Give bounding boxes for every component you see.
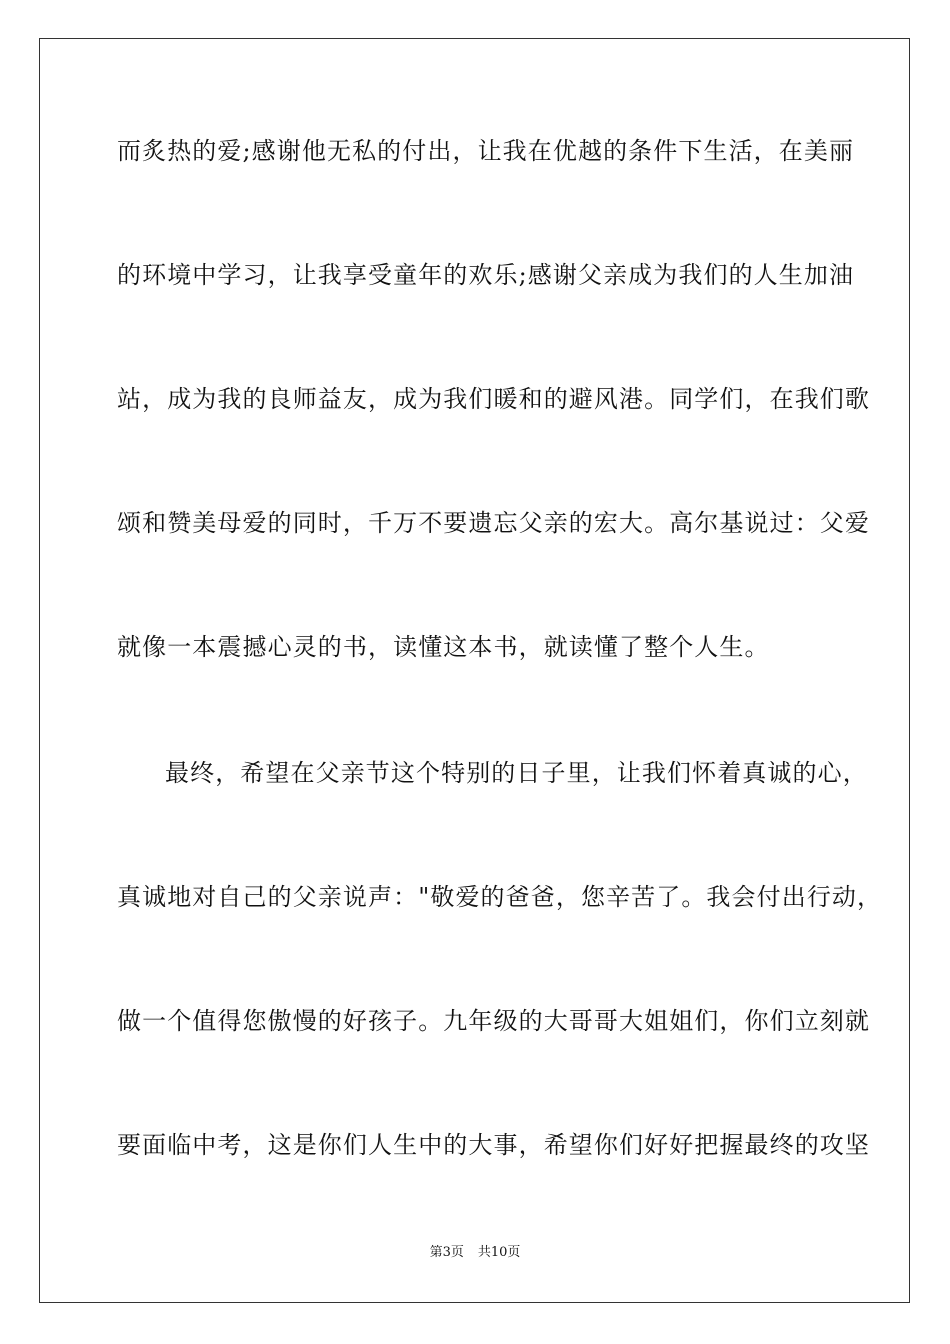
text-line-8: 做一个值得您傲慢的好孩子。九年级的大哥哥大姐姐们，你们立刻就 xyxy=(117,1007,870,1035)
text-line-6-paragraph-start: 最终，希望在父亲节这个特别的日子里，让我们怀着真诚的心， xyxy=(165,759,868,787)
text-line-7: 真诚地对自己的父亲说声："敬爱的爸爸，您辛苦了。我会付出行动， xyxy=(117,883,883,911)
text-line-1: 而炙热的爱;感谢他无私的付出，让我在优越的条件下生活，在美丽 xyxy=(117,137,855,165)
text-line-4: 颂和赞美母爱的同时，千万不要遗忘父亲的宏大。高尔基说过：父爱 xyxy=(117,509,870,537)
page-total: 共10页 xyxy=(477,1245,521,1260)
page-border xyxy=(39,38,910,1303)
text-line-2: 的环境中学习，让我享受童年的欢乐;感谢父亲成为我们的人生加油 xyxy=(117,261,855,289)
text-line-5: 就像一本震撼心灵的书，读懂这本书，就读懂了整个人生。 xyxy=(117,633,770,661)
text-line-9: 要面临中考，这是你们人生中的大事，希望你们好好把握最终的攻坚 xyxy=(117,1131,870,1159)
page-footer xyxy=(0,1244,950,1262)
text-line-3: 站，成为我的良师益友，成为我们暖和的避风港。同学们，在我们歌 xyxy=(117,385,870,413)
page-number: 第3页 xyxy=(429,1245,464,1260)
